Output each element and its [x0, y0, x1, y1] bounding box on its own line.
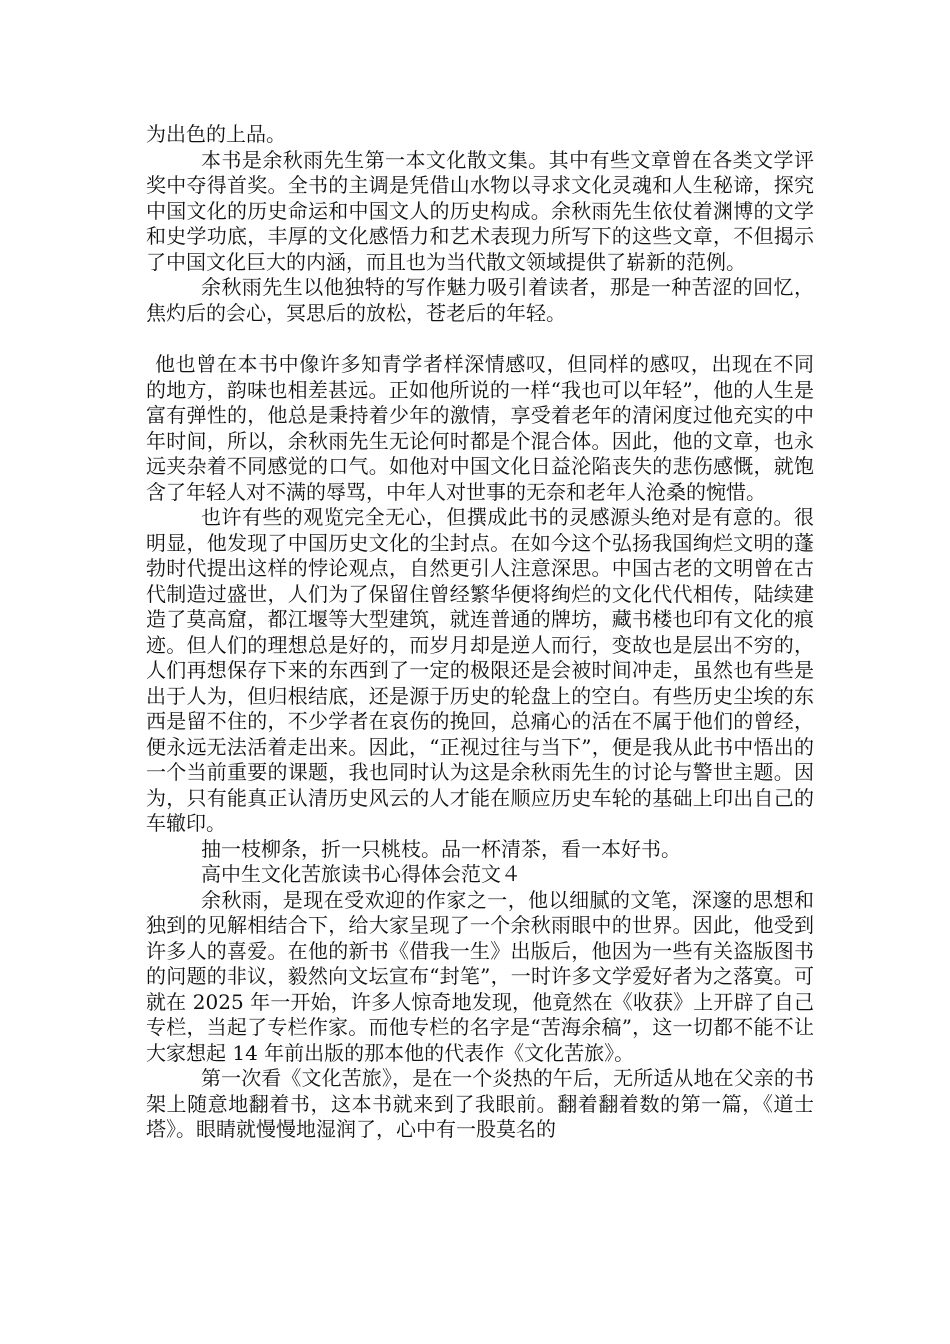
paragraph-gap	[146, 326, 814, 352]
paragraph-first-reading: 第一次看《文化苦旅》，是在一个炎热的午后，无所适从地在父亲的书架上随意地翻着书，这本书就来到了我眼前。翻着翻着数的第一篇，《道士塔》。眼睛就慢慢地湿润了，心中有一股莫名的	[146, 1066, 814, 1141]
document-body	[146, 122, 814, 1143]
section-heading: 高中生文化苦旅读书心得体会范文４	[201, 862, 521, 886]
paragraph-emotion: 他也曾在本书中像许多知青学者样深情感叹，但同样的感叹，出现在不同的地方，韵味也相差甚远。正如他所说的一样“我也可以年轻”，他的人生是富有弹性的，他总是秉持着少年的激情，享受着老年的清闲度过他充实的中年时间，所以，余秋雨先生无论何时都是个混合体。因此，他的文章，也永远夹杂着不同感觉的口气。如他对中国文化日益沦陷丧失的悲伤感慨，就饱含了年轻人对不满的辱骂，中年人对世事的无奈和老年人沧桑的惋惜。	[146, 352, 814, 504]
paragraph-book-intro: 本书是余秋雨先生第一本文化散文集。其中有些文章曾在各类文学评奖中夺得首奖。全书的主调是凭借山水物以寻求文化灵魂和人生秘谛，探究中国文化的历史命运和中国文人的历史构成。余秋雨先生依仗着渊博的文学和史学功底，丰厚的文化感悟力和艺术表现力所写下的这些文章，不但揭示了中国文化巨大的内涵，而且也为当代散文领域提供了崭新的范例。	[146, 147, 814, 274]
paragraph-tea-and-book: 抽一枝柳条，折一只桃枝。品一杯清茶，看一本好书。	[201, 836, 681, 861]
paragraph-history-reflection: 也许有些的观览完全无心，但撰成此书的灵感源头绝对是有意的。很明显，他发现了中国历史文化的尘封点。在如今这个弘扬我国绚烂文明的蓬勃时代提出这样的悖论观点，自然更引人注意深思。中国古老的文明曾在古代制造过盛世，人们为了保留住曾经繁华便将绚烂的文化代代相传，陆续建造了莫高窟，都江堰等大型建筑，就连普通的牌坊，藏书楼也印有文化的痕迹。但人们的理想总是好的，而岁月却是逆人而行，变故也是层出不穷的，人们再想保存下来的东西到了一定的极限还是会被时间冲走，虽然也有些是出于人为，但归根结底，还是源于历史的轮盘上的空白。有些历史尘埃的东西是留不住的，不少学者在哀伤的挽回，总痛心的活在不属于他们的曾经，便永远无法活着走出来。因此，“正视过往与当下”，便是我从此书中悟出的一个当前重要的课题，我也同时认为这是余秋雨先生的讨论与警世主题。因为，只有能真正认清历史风云的人才能在顺应历史车轮的基础上印出自己的车辙印。	[146, 505, 814, 835]
paragraph-writing-charm: 余秋雨先生以他独特的写作魅力吸引着读者，那是一种苦涩的回忆，焦灼后的会心，冥思后的放松，苍老后的年轻。	[146, 275, 814, 325]
paragraph-continuation: 为出色的上品。	[146, 122, 286, 146]
paragraph-author-intro: 余秋雨，是现在受欢迎的作家之一，他以细腻的文笔，深邃的思想和独到的见解相结合下，给大家呈现了一个余秋雨眼中的世界。因此，他受到许多人的喜爱。在他的新书《借我一生》出版后，他因为一些有关盗版图书的问题的非议，毅然向文坛宣布“封笔”，一时许多文学爱好者为之落寞。可就在 2025 年一开始，许多人惊奇地发现，他竟然在《收获》上开辟了自己专栏，当起了专栏作家。而他专栏的名字是“苦海余稿”，这一切都不能不让大家想起 14 年前出版的那本他的代表作《文化苦旅》。	[146, 887, 814, 1065]
